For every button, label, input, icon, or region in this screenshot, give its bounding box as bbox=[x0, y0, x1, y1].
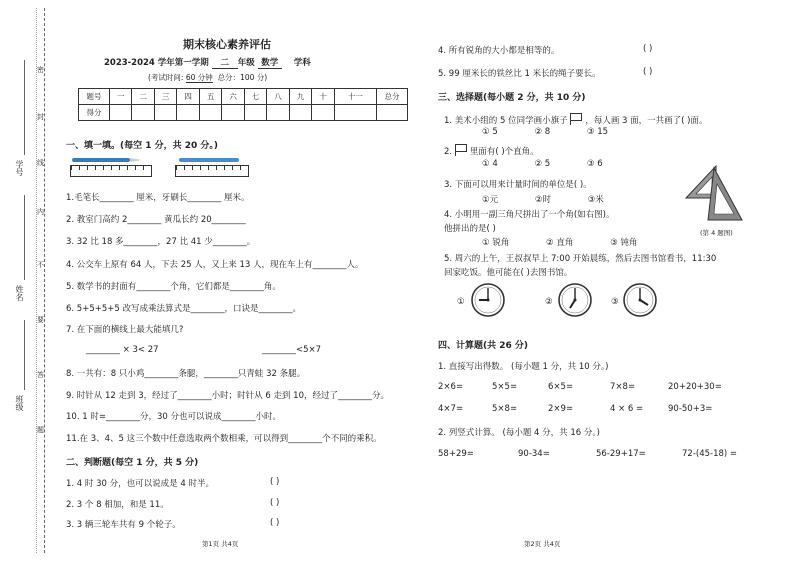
section3-title: 三、选择题(每小题 2 分，共 10 分) bbox=[438, 93, 586, 103]
exam-time: 60 分钟 bbox=[185, 73, 213, 82]
s1-q11: 11.在 3、4、5 这三个数中任意选取两个数相乘，可以得到________个不同的乘积。 bbox=[66, 434, 382, 444]
score-cell: 二 bbox=[132, 89, 154, 105]
option[interactable]: ② 8 bbox=[534, 127, 551, 137]
calc-item: 5×5= bbox=[492, 382, 518, 392]
clock-icon[interactable] bbox=[470, 282, 506, 318]
option[interactable]: ③ 6 bbox=[586, 159, 603, 169]
s3-q4: 4. 小明用一副三角尺拼出了一个角(如右图)。 bbox=[444, 210, 615, 220]
ruler-icon bbox=[70, 165, 152, 177]
s1-q4: 4. 公交车上原有 64 人，下去 25 人，又上来 13 人，现在车上有________人。 bbox=[66, 260, 364, 270]
s1-q3: 3. 32 比 18 多________，27 比 41 少________。 bbox=[66, 237, 256, 247]
s1-q7a: ________ × 3< 27 bbox=[86, 345, 159, 355]
score-input-cell[interactable] bbox=[199, 105, 221, 121]
score-cell: 十 bbox=[312, 89, 334, 105]
judge-answer-paren[interactable]: ( ) bbox=[270, 518, 280, 528]
s3-q5b: 回家吃饭。他可能在( )去图书馆。 bbox=[444, 268, 573, 278]
ruler-icon bbox=[175, 165, 249, 177]
s4-sub2: 2. 列竖式计算。 (每小题 4 分，共 16 分。) bbox=[438, 428, 600, 438]
s3-q1 bbox=[444, 113, 707, 126]
s1-q5: 5. 数学书的封面有________个角，它们都是________角。 bbox=[66, 282, 281, 292]
s3-q1-text-2: ，每人画 3 面，一共画了( )面。 bbox=[585, 116, 708, 126]
option[interactable]: ② 直角 bbox=[546, 238, 574, 248]
subtitle-subject: 学科 bbox=[293, 58, 311, 68]
score-cell: 十一 bbox=[334, 89, 376, 105]
score-cell: 五 bbox=[199, 89, 221, 105]
calc-item: 4×7= bbox=[438, 404, 464, 414]
s1-q10: 10. 1 时=________分，30 分也可以说成________小时。 bbox=[66, 412, 281, 422]
score-input-cell[interactable] bbox=[267, 105, 289, 121]
score-input-cell[interactable] bbox=[334, 105, 376, 121]
s1-q7b: ________<5×7 bbox=[262, 345, 322, 355]
score-input-cell[interactable] bbox=[177, 105, 199, 121]
score-input-cell[interactable] bbox=[289, 105, 311, 121]
seal-mark: 封 bbox=[37, 113, 44, 121]
option[interactable]: ①元 bbox=[482, 195, 499, 205]
score-table-header-row bbox=[79, 89, 408, 105]
calc-item: 7×8= bbox=[610, 382, 636, 392]
score-cell: 六 bbox=[222, 89, 244, 105]
class-underline bbox=[24, 320, 25, 390]
score-input-cell[interactable] bbox=[132, 105, 154, 121]
clock-option-label[interactable]: ② bbox=[545, 297, 553, 307]
score-input-cell[interactable] bbox=[377, 105, 408, 121]
s3-q4-options bbox=[482, 236, 671, 248]
triangle-rulers-figure bbox=[684, 158, 746, 230]
exam-title: 期末核心素养评估 bbox=[183, 38, 271, 51]
clock-option-label[interactable]: ① bbox=[457, 297, 465, 307]
figure-caption: (第 4 题图) bbox=[700, 229, 733, 237]
calc-item: 4 × 6 = bbox=[610, 404, 644, 414]
score-cell: 题号 bbox=[79, 89, 110, 105]
score-input-cell[interactable] bbox=[244, 105, 266, 121]
score-cell: 四 bbox=[177, 89, 199, 105]
score-table bbox=[78, 88, 408, 121]
toothbrush-icon bbox=[179, 158, 239, 162]
score-table-score-row bbox=[79, 105, 408, 121]
score-cell: 总分 bbox=[377, 89, 408, 105]
score-input-cell[interactable] bbox=[154, 105, 176, 121]
judge-item: 2. 3 个 8 相加，和是 11。 bbox=[66, 500, 169, 510]
subtitle-grade: 年级 bbox=[237, 58, 255, 68]
s3-q1-text: 1. 美术小组的 5 位同学画小旗子 bbox=[444, 116, 568, 126]
student-id-label: 学号 bbox=[15, 160, 24, 176]
calc-item: 20+20+30= bbox=[668, 382, 722, 392]
s1-q9: 9. 时针从 12 走到 3，经过了________小时；时针从 6 走到 10，经过了________分。 bbox=[66, 391, 389, 401]
s1-q2: 2. 教室门高约 2________ 黄瓜长约 20________ bbox=[66, 215, 246, 225]
s3-q3: 3. 下面可以用来计量时间的单位是( )。 bbox=[444, 180, 592, 190]
s3-q2 bbox=[444, 144, 539, 157]
judge-answer-paren[interactable]: ( ) bbox=[643, 44, 653, 54]
section2-title: 二、判断题(每空 1 分，共 5 分) bbox=[66, 458, 199, 468]
seal-mark: 内 bbox=[37, 208, 44, 216]
score-cell: 九 bbox=[289, 89, 311, 105]
seal-mark: 答 bbox=[37, 371, 44, 379]
student-id-underline bbox=[24, 60, 25, 155]
subtitle-year: 2023-2024 学年第一学期 bbox=[104, 58, 209, 68]
score-input-cell[interactable] bbox=[312, 105, 334, 121]
seal-mark: 题 bbox=[37, 426, 44, 434]
name-label: 姓名 bbox=[15, 285, 24, 301]
judge-item: 1. 4 时 30 分，也可以说成是 4 时半。 bbox=[66, 479, 214, 489]
name-underline bbox=[24, 195, 25, 280]
grade-value: 二 bbox=[212, 56, 238, 69]
brush-tip-icon bbox=[130, 158, 142, 162]
option[interactable]: ① 5 bbox=[482, 127, 498, 137]
clock-option-label[interactable]: ③ bbox=[611, 297, 619, 307]
judge-item: 5. 99 厘米长的铁丝比 1 米长的绳子要长。 bbox=[438, 69, 601, 79]
calc-item: 56-29+17= bbox=[596, 449, 646, 459]
binding-line bbox=[44, 8, 45, 553]
calc-item: 90-34= bbox=[518, 449, 550, 459]
s4-sub1: 1. 直接写出得数。 (每小题 1 分，共 10 分。) bbox=[438, 362, 609, 372]
option[interactable]: ③米 bbox=[587, 195, 604, 205]
s3-q5: 5. 周六的上午，王叔叔早上 7:00 开始晨练，然后去图书馆看书，11:30 bbox=[444, 254, 717, 264]
judge-answer-paren[interactable]: ( ) bbox=[270, 498, 280, 508]
option[interactable]: ③ 15 bbox=[586, 127, 609, 137]
s3-q1-options bbox=[482, 127, 642, 137]
option[interactable]: ③ 钝角 bbox=[610, 238, 638, 248]
option[interactable]: ① 锐角 bbox=[482, 238, 510, 248]
judge-answer-paren[interactable]: ( ) bbox=[643, 67, 653, 77]
seal-mark: 密 bbox=[37, 66, 44, 74]
calc-item: 2×9= bbox=[548, 404, 574, 414]
binding-line-2 bbox=[36, 8, 37, 553]
section1-title: 一、填一填。(每空 1 分，共 20 分。) bbox=[66, 141, 219, 151]
seal-mark: 要 bbox=[37, 316, 44, 324]
seal-mark: 线 bbox=[37, 159, 44, 167]
calc-item: 90-50+3= bbox=[668, 404, 713, 414]
ruler-with-toothbrush-image bbox=[175, 157, 247, 177]
s1-q8: 8. 一共有：8 只小鸡________条腿，________只青蛙 32 条腿。 bbox=[66, 369, 306, 379]
page-footer-left: 第1页 共4页 bbox=[202, 540, 239, 548]
calc-item: 58+29= bbox=[438, 449, 474, 459]
score-cell: 三 bbox=[154, 89, 176, 105]
section4-title: 四、计算题(共 26 分) bbox=[438, 341, 529, 351]
judge-item: 3. 3 辆三轮车共有 9 个轮子。 bbox=[66, 520, 181, 530]
s3-q2-text: 里面有( )个直角。 bbox=[469, 147, 539, 157]
score-cell: 七 bbox=[244, 89, 266, 105]
subject-value: 数学 bbox=[258, 56, 282, 69]
exam-subtitle bbox=[104, 56, 311, 69]
score-cell: 八 bbox=[267, 89, 289, 105]
calc-item: 2×6= bbox=[438, 382, 464, 392]
seal-mark: 不 bbox=[37, 261, 44, 269]
option[interactable]: ① 4 bbox=[482, 159, 498, 169]
score-input-cell[interactable] bbox=[110, 105, 132, 121]
s3-q3-options bbox=[482, 193, 638, 205]
s1-q6: 6. 5+5+5+5 改写成乘法算式是________，口诀是________。 bbox=[66, 304, 302, 314]
ruler-with-brush-image bbox=[70, 157, 150, 177]
s3-q2-options bbox=[482, 159, 637, 169]
exam-info bbox=[148, 72, 267, 83]
flag-icon bbox=[570, 113, 585, 125]
calc-item: 5×8= bbox=[492, 404, 518, 414]
clock-icon[interactable] bbox=[622, 282, 658, 318]
exam-info-label: (考试时间: bbox=[148, 73, 184, 82]
page-footer-right: 第2页 共4页 bbox=[524, 540, 561, 548]
score-cell: 得分 bbox=[79, 105, 110, 121]
score-input-cell[interactable] bbox=[222, 105, 244, 121]
s3-q2-num: 2. bbox=[444, 147, 453, 157]
flag-icon bbox=[455, 144, 470, 156]
option[interactable]: ② 5 bbox=[534, 159, 551, 169]
s1-q7: 7. 在下面的横线上最大能填几? bbox=[66, 325, 184, 335]
s3-q4b: 他拼出的是( ) bbox=[444, 224, 496, 234]
judge-answer-paren[interactable]: ( ) bbox=[270, 477, 280, 487]
clock-icon[interactable] bbox=[557, 282, 593, 318]
class-label: 班级 bbox=[15, 395, 24, 411]
calc-item: 72-(45-18) = bbox=[682, 449, 738, 459]
brush-icon bbox=[72, 158, 130, 162]
s1-q1: 1.毛笔长________ 厘米，牙刷长________ 厘米。 bbox=[66, 193, 250, 203]
score-cell: 一 bbox=[110, 89, 132, 105]
exam-total: 总分：100 分) bbox=[217, 73, 268, 82]
judge-item: 4. 所有锐角的大小都是相等的。 bbox=[438, 46, 560, 56]
calc-item: 6×5= bbox=[548, 382, 574, 392]
option[interactable]: ②时 bbox=[534, 195, 551, 205]
